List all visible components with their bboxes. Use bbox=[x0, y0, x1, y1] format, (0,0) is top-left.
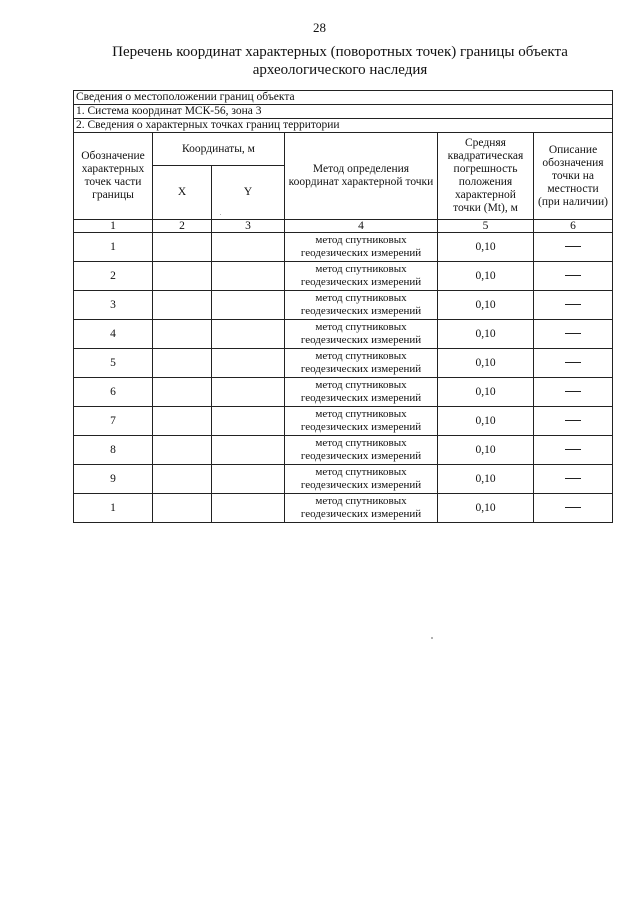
point-number-cell: 8 bbox=[74, 436, 153, 465]
column-number: 5 bbox=[438, 220, 534, 233]
table-row bbox=[74, 320, 613, 349]
column-number: 6 bbox=[534, 220, 613, 233]
method-cell: метод спутниковых геодезических измерений bbox=[285, 407, 438, 436]
mean-error-cell: 0,10 bbox=[438, 378, 534, 407]
table-row bbox=[74, 494, 613, 523]
header-description: Описание обозначения точки на местности (при наличии) bbox=[534, 133, 613, 220]
description-cell bbox=[534, 436, 613, 465]
description-cell bbox=[534, 291, 613, 320]
document-title bbox=[70, 43, 610, 79]
method-cell: метод спутниковых геодезических измерений bbox=[285, 291, 438, 320]
x-coordinate-cell bbox=[153, 349, 212, 378]
dash-mark bbox=[565, 246, 581, 247]
description-cell bbox=[534, 494, 613, 523]
page-number: 28 bbox=[313, 20, 326, 35]
column-number: 3 bbox=[212, 220, 285, 233]
y-coordinate-cell bbox=[212, 465, 285, 494]
scan-speck bbox=[431, 637, 433, 639]
column-number: 1 bbox=[74, 220, 153, 233]
header-x: X bbox=[153, 166, 212, 220]
point-number-cell: 9 bbox=[74, 465, 153, 494]
description-cell bbox=[534, 378, 613, 407]
x-coordinate-cell bbox=[153, 436, 212, 465]
dash-mark bbox=[565, 449, 581, 450]
point-number-cell: 5 bbox=[74, 349, 153, 378]
dash-mark bbox=[565, 507, 581, 508]
scan-speck bbox=[220, 214, 221, 215]
info-location: Сведения о местоположении границ объекта bbox=[74, 91, 613, 105]
table-row bbox=[74, 407, 613, 436]
table-row bbox=[74, 233, 613, 262]
mean-error-cell: 0,10 bbox=[438, 407, 534, 436]
method-cell: метод спутниковых геодезических измерений bbox=[285, 465, 438, 494]
y-coordinate-cell bbox=[212, 262, 285, 291]
header-y: Y bbox=[212, 166, 285, 220]
point-number-cell: 1 bbox=[74, 494, 153, 523]
y-coordinate-cell bbox=[212, 320, 285, 349]
table-row bbox=[74, 262, 613, 291]
description-cell bbox=[534, 262, 613, 291]
dash-mark bbox=[565, 420, 581, 421]
x-coordinate-cell bbox=[153, 378, 212, 407]
mean-error-cell: 0,10 bbox=[438, 291, 534, 320]
description-cell bbox=[534, 407, 613, 436]
dash-mark bbox=[565, 275, 581, 276]
title-line-1: Перечень координат характерных (поворотных точек) границы объекта bbox=[112, 44, 568, 60]
method-cell: метод спутниковых геодезических измерений bbox=[285, 494, 438, 523]
mean-error-cell: 0,10 bbox=[438, 320, 534, 349]
mean-error-cell: 0,10 bbox=[438, 494, 534, 523]
column-number-row bbox=[74, 220, 613, 233]
x-coordinate-cell bbox=[153, 407, 212, 436]
method-cell: метод спутниковых геодезических измерений bbox=[285, 349, 438, 378]
x-coordinate-cell bbox=[153, 320, 212, 349]
dash-mark bbox=[565, 333, 581, 334]
header-mean-error: Средняя квадратическая погрешность положения характерной точки (Mt), м bbox=[438, 133, 534, 220]
dash-mark bbox=[565, 478, 581, 479]
header-coordinates: Координаты, м bbox=[153, 133, 285, 166]
y-coordinate-cell bbox=[212, 291, 285, 320]
x-coordinate-cell bbox=[153, 291, 212, 320]
table-row bbox=[74, 291, 613, 320]
point-number-cell: 6 bbox=[74, 378, 153, 407]
x-coordinate-cell bbox=[153, 465, 212, 494]
x-coordinate-cell bbox=[153, 494, 212, 523]
y-coordinate-cell bbox=[212, 407, 285, 436]
y-coordinate-cell bbox=[212, 378, 285, 407]
header-point-designation: Обозначение характерных точек части границы bbox=[74, 133, 153, 220]
point-number-cell: 1 bbox=[74, 233, 153, 262]
method-cell: метод спутниковых геодезических измерений bbox=[285, 233, 438, 262]
title-line-2: археологического наследия bbox=[252, 62, 428, 78]
description-cell bbox=[534, 233, 613, 262]
x-coordinate-cell bbox=[153, 233, 212, 262]
method-cell: метод спутниковых геодезических измерений bbox=[285, 320, 438, 349]
column-number: 4 bbox=[285, 220, 438, 233]
table-row bbox=[74, 349, 613, 378]
description-cell bbox=[534, 320, 613, 349]
dash-mark bbox=[565, 391, 581, 392]
y-coordinate-cell bbox=[212, 436, 285, 465]
mean-error-cell: 0,10 bbox=[438, 465, 534, 494]
point-number-cell: 3 bbox=[74, 291, 153, 320]
method-cell: метод спутниковых геодезических измерений bbox=[285, 378, 438, 407]
y-coordinate-cell bbox=[212, 233, 285, 262]
method-cell: метод спутниковых геодезических измерений bbox=[285, 436, 438, 465]
description-cell bbox=[534, 349, 613, 378]
point-number-cell: 2 bbox=[74, 262, 153, 291]
dash-mark bbox=[565, 304, 581, 305]
mean-error-cell: 0,10 bbox=[438, 262, 534, 291]
point-number-cell: 7 bbox=[74, 407, 153, 436]
table-row bbox=[74, 436, 613, 465]
y-coordinate-cell bbox=[212, 494, 285, 523]
column-number: 2 bbox=[153, 220, 212, 233]
table-row bbox=[74, 465, 613, 494]
y-coordinate-cell bbox=[212, 349, 285, 378]
header-method: Метод определения координат характерной точки bbox=[285, 133, 438, 220]
mean-error-cell: 0,10 bbox=[438, 436, 534, 465]
x-coordinate-cell bbox=[153, 262, 212, 291]
table-row bbox=[74, 378, 613, 407]
method-cell: метод спутниковых геодезических измерений bbox=[285, 262, 438, 291]
info-characteristic-points: 2. Сведения о характерных точках границ территории bbox=[74, 119, 613, 133]
coordinates-table bbox=[73, 90, 613, 523]
mean-error-cell: 0,10 bbox=[438, 233, 534, 262]
point-number-cell: 4 bbox=[74, 320, 153, 349]
description-cell bbox=[534, 465, 613, 494]
mean-error-cell: 0,10 bbox=[438, 349, 534, 378]
info-coordinate-system: 1. Система координат МСК-56, зона 3 bbox=[74, 105, 613, 119]
dash-mark bbox=[565, 362, 581, 363]
